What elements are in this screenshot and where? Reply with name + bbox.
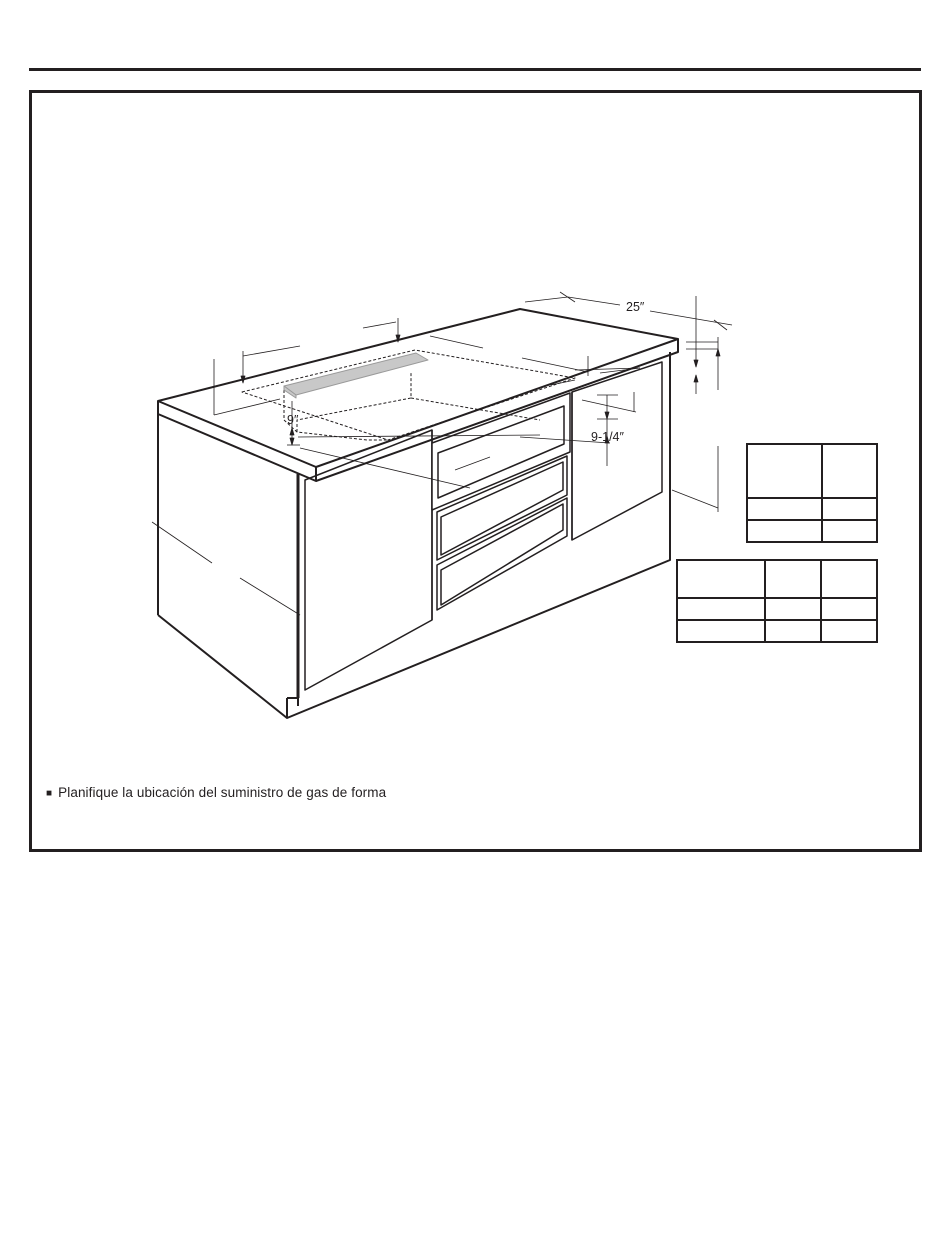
bullet-icon: ■: [46, 788, 53, 799]
dimension-table-1: [746, 443, 878, 543]
dimension-label-vent-height: 9″: [287, 413, 299, 427]
dimension-label-depth: 25″: [626, 300, 645, 314]
note-text: Planifique la ubicación del suministro de gas de forma: [58, 785, 387, 800]
dimension-table-2: [676, 559, 878, 643]
instruction-note: [46, 785, 386, 800]
drawer-fronts: [432, 393, 570, 610]
dimension-label-drawer-height: 9-1/4″: [591, 430, 624, 444]
